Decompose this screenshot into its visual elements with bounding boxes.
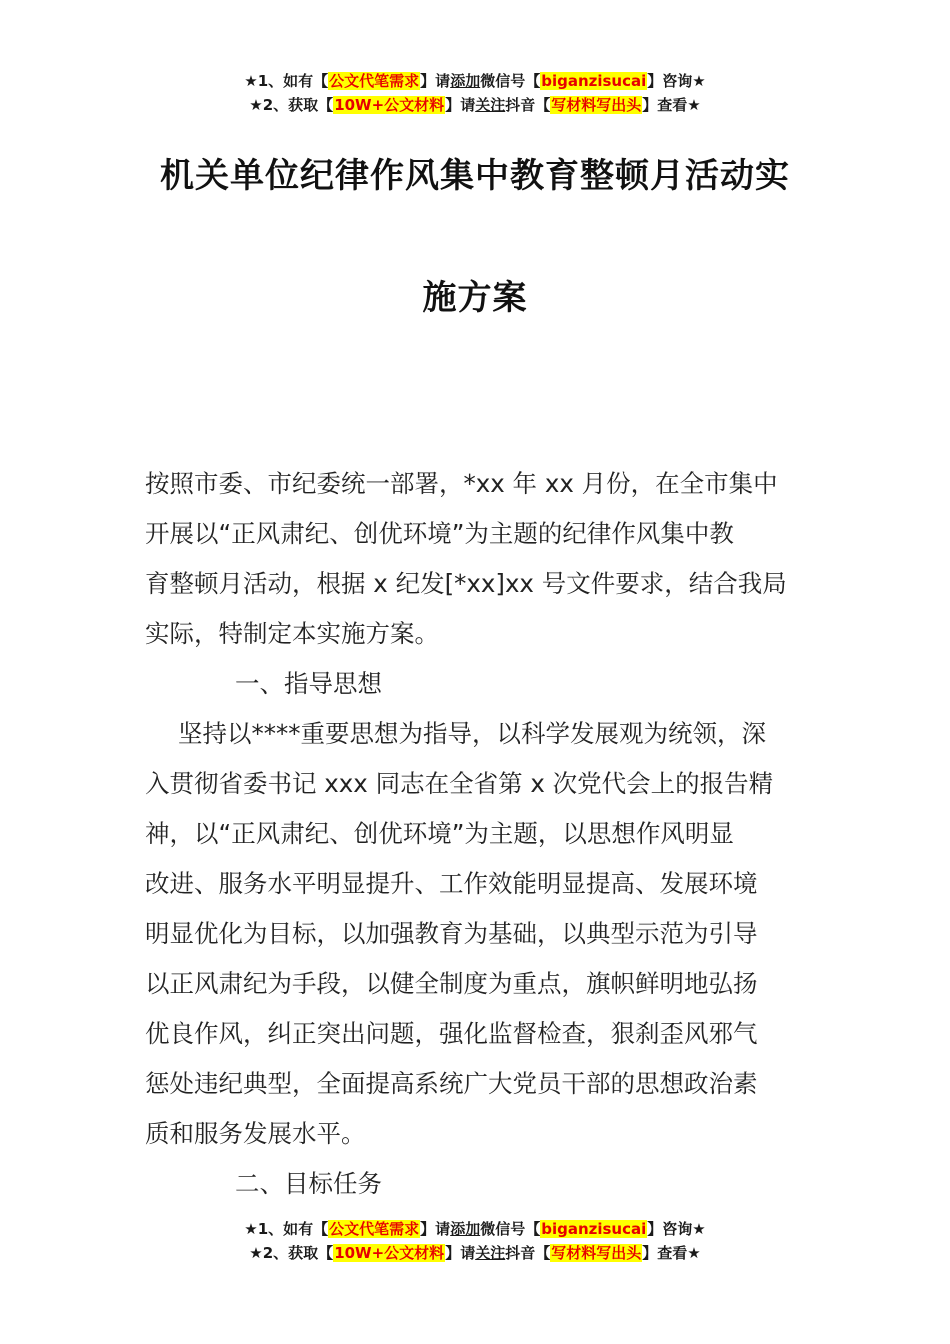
paragraph-1-line: 按照市委、市纪委统一部署，*xx 年 xx 月份，在全市集中 [145,469,778,498]
promo-line-2: ★2、获取【10W+公文材料】请关注抖音【写材料写出头】查看★ [249,1244,701,1262]
paragraph-2-line: 坚持以****重要思想为指导，以科学发展观为统领，深 [178,719,766,748]
paragraph-2-line: 以正风肃纪为手段，以健全制度为重点，旗帜鲜明地弘扬 [145,969,758,998]
paragraph-1-line: 开展以“正风肃纪、创优环境”为主题的纪律作风集中教 [145,519,734,548]
document-body [145,459,810,1209]
paragraph-2-line: 惩处违纪典型，全面提高系统广大党员干部的思想政治素 [145,1069,758,1098]
highlight-materials: 10W+公文材料 [334,96,445,114]
promo-line-1: ★1、如有【公文代笔需求】请添加微信号【biganzisucai】咨询★ [244,72,706,90]
paragraph-1-line: 实际，特制定本实施方案。 [145,619,439,648]
document-title-line-2: 施方案 [422,278,528,318]
highlight-materials: 10W+公文材料 [334,1244,445,1262]
highlight-wechat-id: biganzisucai [541,72,647,90]
paragraph-2-line: 明显优化为目标，以加强教育为基础，以典型示范为引导 [145,919,758,948]
paragraph-2-line: 改进、服务水平明显提升、工作效能明显提高、发展环境 [145,869,758,898]
paragraph-2-line: 质和服务发展水平。 [145,1119,366,1148]
highlight-douyin-id: 写材料写出头 [551,1244,642,1262]
promo-footer [0,1217,950,1265]
promo-line-2: ★2、获取【10W+公文材料】请关注抖音【写材料写出头】查看★ [249,96,701,114]
highlight-douyin-id: 写材料写出头 [551,96,642,114]
highlight-service: 公文代笔需求 [329,1220,420,1238]
paragraph-2-line: 入贯彻省委书记 xxx 同志在全省第 x 次党代会上的报告精 [145,769,774,798]
paragraph-2-line: 优良作风，纠正突出问题，强化监督检查，狠刹歪风邪气 [145,1019,758,1048]
highlight-service: 公文代笔需求 [329,72,420,90]
highlight-wechat-id: biganzisucai [541,1220,647,1238]
section-heading-1: 一、指导思想 [235,669,382,698]
paragraph-2-line: 神，以“正风肃纪、创优环境”为主题，以思想作风明显 [145,819,734,848]
promo-header [0,69,950,117]
paragraph-1-line: 育整顿月活动，根据 x 纪发[*xx]xx 号文件要求，结合我局 [145,569,787,598]
section-heading-2: 二、目标任务 [235,1169,382,1198]
document-title-line-1: 机关单位纪律作风集中教育整顿月活动实 [160,156,790,196]
promo-line-1: ★1、如有【公文代笔需求】请添加微信号【biganzisucai】咨询★ [244,1220,706,1238]
